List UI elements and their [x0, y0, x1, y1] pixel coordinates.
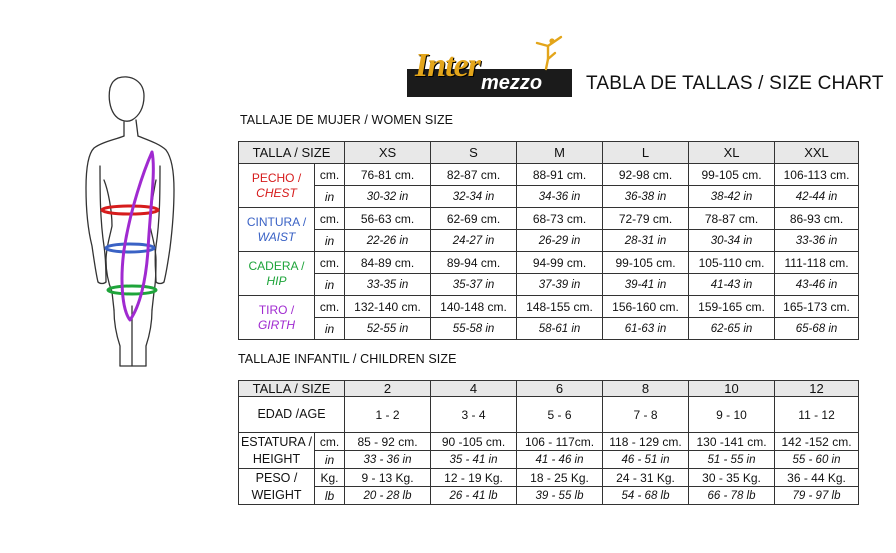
waist-in-row	[239, 230, 859, 252]
table-cell: 5 - 6	[517, 397, 603, 433]
table-cell: 36-38 in	[603, 186, 689, 208]
table-cell: 55 - 60 in	[775, 451, 859, 469]
table-cell: 111-118 cm.	[775, 252, 859, 274]
girth-label-es: TIRO /	[258, 302, 295, 317]
table-cell: 1 - 2	[345, 397, 431, 433]
weight-kg-row	[239, 469, 859, 487]
hip-label	[239, 252, 315, 296]
table-cell: 46 - 51 in	[603, 451, 689, 469]
girth-label	[239, 296, 315, 340]
table-cell: 33-35 in	[345, 274, 431, 296]
children-header-label: TALLA / SIZE	[239, 381, 345, 397]
table-cell: 76-81 cm.	[345, 164, 431, 186]
table-cell: 39-41 in	[603, 274, 689, 296]
women-size-m: M	[517, 142, 603, 164]
table-cell: 89-94 cm.	[431, 252, 517, 274]
dancer-icon	[533, 33, 565, 71]
waist-label-es: CINTURA /	[246, 214, 307, 229]
height-in-unit: in	[315, 451, 345, 469]
women-size-xxl: XXL	[775, 142, 859, 164]
table-cell: 11 - 12	[775, 397, 859, 433]
hip-label-es: CADERA /	[248, 258, 305, 273]
table-cell: 33-36 in	[775, 230, 859, 252]
table-cell: 26-29 in	[517, 230, 603, 252]
weight-label	[239, 469, 315, 505]
table-cell: 26 - 41 lb	[431, 487, 517, 505]
children-size-10: 10	[689, 381, 775, 397]
table-cell: 165-173 cm.	[775, 296, 859, 318]
table-cell: 62-65 in	[689, 318, 775, 340]
girth-cm-unit: cm.	[315, 296, 345, 318]
table-cell: 9 - 10	[689, 397, 775, 433]
table-cell: 92-98 cm.	[603, 164, 689, 186]
chest-cm-row	[239, 164, 859, 186]
chest-label	[239, 164, 315, 208]
women-header-row	[239, 142, 859, 164]
table-cell: 99-105 cm.	[689, 164, 775, 186]
chest-in-row	[239, 186, 859, 208]
chest-label-es: PECHO /	[251, 170, 302, 185]
girth-in-row	[239, 318, 859, 340]
table-cell: 130 -141 cm.	[689, 433, 775, 451]
height-label-en: HEIGHT	[252, 451, 301, 466]
weight-lb-row	[239, 487, 859, 505]
table-cell: 43-46 in	[775, 274, 859, 296]
chest-in-unit: in	[315, 186, 345, 208]
table-cell: 30 - 35 Kg.	[689, 469, 775, 487]
chest-label-en: CHEST	[256, 185, 297, 200]
age-row	[239, 397, 859, 433]
weight-lb-unit: lb	[315, 487, 345, 505]
table-cell: 38-42 in	[689, 186, 775, 208]
children-section-title: TALLAJE INFANTIL / CHILDREN SIZE	[238, 352, 457, 366]
girth-in-unit: in	[315, 318, 345, 340]
table-cell: 36 - 44 Kg.	[775, 469, 859, 487]
weight-label-en: WEIGHT	[251, 487, 302, 502]
table-cell: 156-160 cm.	[603, 296, 689, 318]
table-cell: 62-69 cm.	[431, 208, 517, 230]
table-cell: 84-89 cm.	[345, 252, 431, 274]
height-in-row	[239, 451, 859, 469]
page-title: TABLA DE TALLAS / SIZE CHART	[586, 73, 884, 94]
table-cell: 39 - 55 lb	[517, 487, 603, 505]
table-cell: 79 - 97 lb	[775, 487, 859, 505]
waist-cm-row	[239, 208, 859, 230]
table-cell: 37-39 in	[517, 274, 603, 296]
table-cell: 24-27 in	[431, 230, 517, 252]
table-cell: 58-61 in	[517, 318, 603, 340]
hip-in-row	[239, 274, 859, 296]
table-cell: 159-165 cm.	[689, 296, 775, 318]
children-size-12: 12	[775, 381, 859, 397]
table-cell: 35-37 in	[431, 274, 517, 296]
table-cell: 82-87 cm.	[431, 164, 517, 186]
height-cm-row	[239, 433, 859, 451]
table-cell: 66 - 78 lb	[689, 487, 775, 505]
table-cell: 32-34 in	[431, 186, 517, 208]
girth-label-en: GIRTH	[257, 317, 296, 332]
children-size-4: 4	[431, 381, 517, 397]
waist-label	[239, 208, 315, 252]
table-cell: 12 - 19 Kg.	[431, 469, 517, 487]
table-cell: 41 - 46 in	[517, 451, 603, 469]
women-size-l: L	[603, 142, 689, 164]
brand-logo	[407, 33, 577, 99]
table-cell: 52-55 in	[345, 318, 431, 340]
table-cell: 18 - 25 Kg.	[517, 469, 603, 487]
table-cell: 22-26 in	[345, 230, 431, 252]
table-cell: 3 - 4	[431, 397, 517, 433]
children-size-2: 2	[345, 381, 431, 397]
chest-cm-unit: cm.	[315, 164, 345, 186]
hip-in-unit: in	[315, 274, 345, 296]
children-size-6: 6	[517, 381, 603, 397]
height-label	[239, 433, 315, 469]
table-cell: 88-91 cm.	[517, 164, 603, 186]
table-cell: 56-63 cm.	[345, 208, 431, 230]
hip-cm-unit: cm.	[315, 252, 345, 274]
table-cell: 142 -152 cm.	[775, 433, 859, 451]
women-size-s: S	[431, 142, 517, 164]
table-cell: 30-34 in	[689, 230, 775, 252]
weight-label-es: PESO /	[255, 470, 298, 485]
mannequin-icon	[70, 70, 190, 370]
table-cell: 24 - 31 Kg.	[603, 469, 689, 487]
girth-cm-row	[239, 296, 859, 318]
table-cell: 35 - 41 in	[431, 451, 517, 469]
table-cell: 55-58 in	[431, 318, 517, 340]
table-cell: 42-44 in	[775, 186, 859, 208]
waist-in-unit: in	[315, 230, 345, 252]
table-cell: 90 -105 cm.	[431, 433, 517, 451]
table-cell: 140-148 cm.	[431, 296, 517, 318]
hip-cm-row	[239, 252, 859, 274]
women-header-label: TALLA / SIZE	[239, 142, 345, 164]
women-size-xs: XS	[345, 142, 431, 164]
table-cell: 33 - 36 in	[345, 451, 431, 469]
women-size-table	[238, 141, 859, 340]
table-cell: 86-93 cm.	[775, 208, 859, 230]
waist-cm-unit: cm.	[315, 208, 345, 230]
height-cm-unit: cm.	[315, 433, 345, 451]
women-section-title: TALLAJE DE MUJER / WOMEN SIZE	[240, 113, 454, 127]
table-cell: 7 - 8	[603, 397, 689, 433]
table-cell: 28-31 in	[603, 230, 689, 252]
table-cell: 94-99 cm.	[517, 252, 603, 274]
table-cell: 61-63 in	[603, 318, 689, 340]
table-cell: 148-155 cm.	[517, 296, 603, 318]
table-cell: 106-113 cm.	[775, 164, 859, 186]
weight-kg-unit: Kg.	[315, 469, 345, 487]
table-cell: 118 - 129 cm.	[603, 433, 689, 451]
logo-text-inter: Inter	[415, 47, 480, 84]
table-cell: 9 - 13 Kg.	[345, 469, 431, 487]
children-header-row	[239, 381, 859, 397]
table-cell: 20 - 28 lb	[345, 487, 431, 505]
table-cell: 106 - 117cm.	[517, 433, 603, 451]
table-cell: 68-73 cm.	[517, 208, 603, 230]
table-cell: 99-105 cm.	[603, 252, 689, 274]
hip-label-en: HIP	[266, 273, 287, 288]
table-cell: 72-79 cm.	[603, 208, 689, 230]
table-cell: 132-140 cm.	[345, 296, 431, 318]
children-size-8: 8	[603, 381, 689, 397]
table-cell: 85 - 92 cm.	[345, 433, 431, 451]
table-cell: 34-36 in	[517, 186, 603, 208]
table-cell: 30-32 in	[345, 186, 431, 208]
table-cell: 65-68 in	[775, 318, 859, 340]
women-size-xl: XL	[689, 142, 775, 164]
age-label: EDAD /AGE	[239, 397, 345, 433]
table-cell: 78-87 cm.	[689, 208, 775, 230]
waist-label-en: WAIST	[257, 229, 296, 244]
table-cell: 105-110 cm.	[689, 252, 775, 274]
table-cell: 51 - 55 in	[689, 451, 775, 469]
table-cell: 41-43 in	[689, 274, 775, 296]
height-label-es: ESTATURA /	[240, 434, 313, 449]
children-size-table	[238, 380, 859, 505]
logo-text-mezzo: mezzo	[481, 72, 543, 94]
table-cell: 54 - 68 lb	[603, 487, 689, 505]
